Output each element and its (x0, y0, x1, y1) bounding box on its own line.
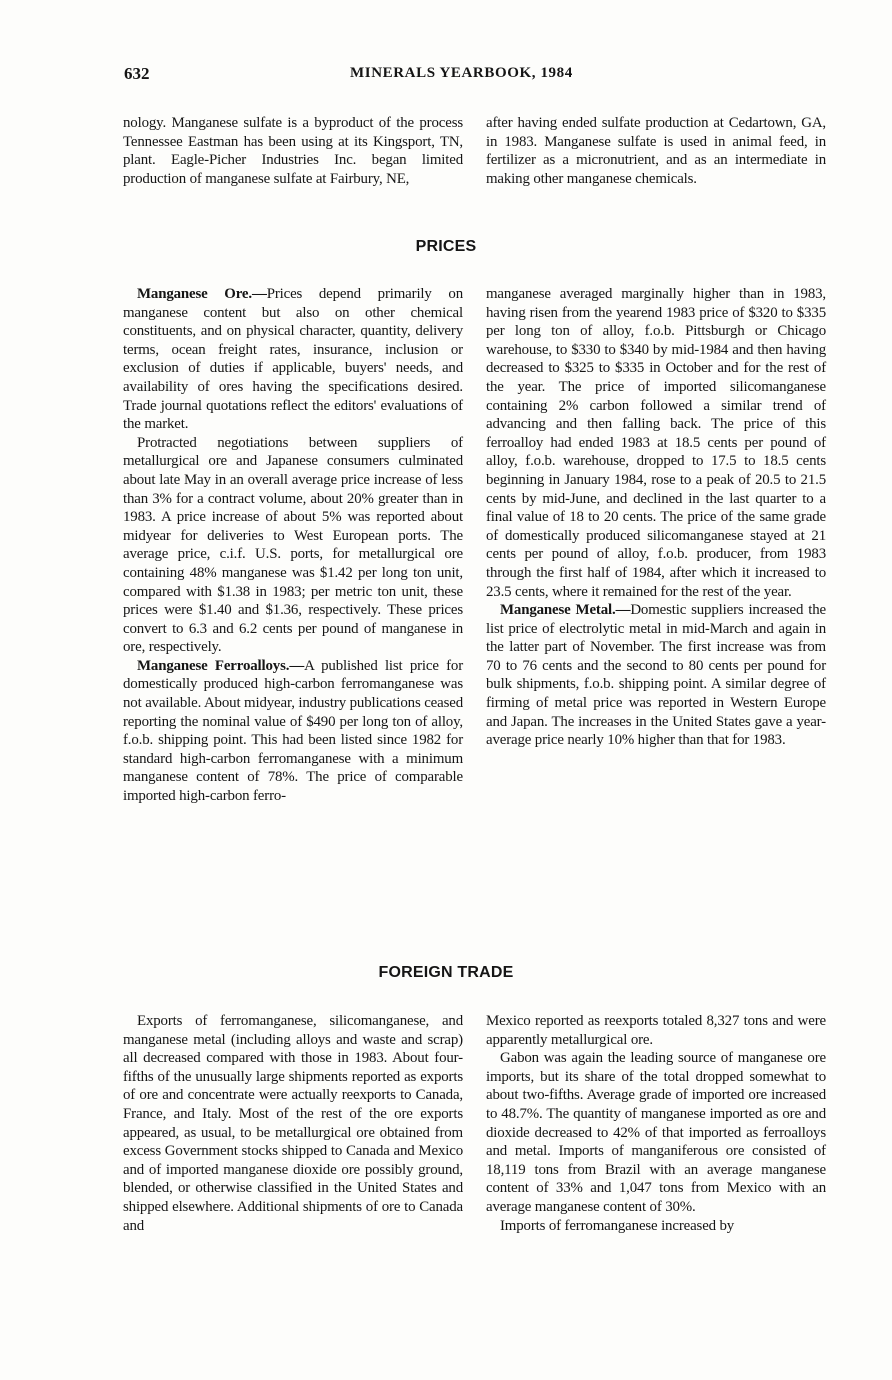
paragraph: Imports of ferromanganese increased by (500, 1217, 735, 1234)
run-in-heading: Manganese Ferroalloys.— (137, 657, 305, 674)
paragraph-text: Domestic suppliers increased the list price of electrolytic metal in mid-March and again in the latter part of November. The first increase was from 70 to 76 cents and the second to 80 cents per pound for bulk shipments, f.o.b. shipping point. A similar degree of firming of metal price was reported in Western Europe and Japan. The increases in the United States gave a year-average price nearly 10% higher than that for 1983. (486, 602, 826, 749)
page-header (0, 64, 892, 88)
paragraph: Gabon was again the leading source of manganese ore imports, but its share of the total dropped somewhat to about two-fifths. Average grade of imported ore increased to 48.7%. The quantity of manganese imported as ore and dioxide decreased to 42% of that imported as ferroalloys and metal. Imports of manganiferous ore consisted of 18,119 tons from Brazil with an average manganese content of 33% and 1,047 tons from Mexico with an average manganese content of 30%. (486, 1050, 826, 1215)
trade-left-column (123, 1012, 463, 1235)
paragraph: Protracted negotiations between suppliers of metallurgical ore and Japanese consumers culminated about late May in an overall average price increase of less than 3% for a contract volume, about 20% greater than in 1983. A price increase of about 5% was reported about midyear for deliveries to West European ports. The average price, c.i.f. U.S. ports, for metallurgical ore containing 48% manganese was $1.42 per long ton unit, compared with $1.38 in 1983; per metric ton unit, these prices were $1.40 and $1.36, respectively. These prices convert to 6.3 and 6.2 cents per pound of manganese in ore, respectively. (123, 434, 463, 656)
paragraph: Mexico reported as reexports totaled 8,327 tons and were apparently metallurgical ore. (486, 1013, 826, 1048)
paragraph-text: A published list price for domestically produced high-carbon ferromanganese was not available. About midyear, industry publications ceased reporting the nominal value of $490 per long ton of alloy, f.o.b. shipping point. This had been listed since 1982 for standard high-carbon ferromanganese with a minimum manganese content of 78%. The price of comparable imported high-carbon ferro- (123, 657, 464, 805)
section-title-foreign-trade: FOREIGN TRADE (378, 964, 514, 981)
paragraph (486, 601, 826, 750)
top-left-column (123, 114, 463, 188)
run-in-heading: Manganese Ore.— (137, 286, 267, 302)
section-title-prices: PRICES (415, 238, 477, 255)
trade-right-column (486, 1012, 826, 1235)
paragraph (123, 285, 463, 434)
prices-left-column (123, 285, 463, 806)
paragraph-text: Prices depend primarily on manganese content but also on other chemical constituents, and on physical character, quantity, delivery terms, ocean freight rates, insurance, inclusion or exclusion of duties if applicable, buyers' needs, and availability of ores having the specifications desired. Trade journal quotations reflect the editors' evaluations of the market. (123, 286, 463, 433)
running-head: MINERALS YEARBOOK, 1984 (350, 65, 573, 81)
paragraph: after having ended sulfate production at Cedartown, GA, in 1983. Manganese sulfate is used in animal feed, in fertilizer as a micronutrient, and as an intermediate in making other manganese chemicals. (486, 115, 826, 187)
paragraph: manganese averaged marginally higher than in 1983, having risen from the yearend 1983 price of $320 to $335 per long ton of alloy, f.o.b. Pittsburgh or Chicago warehouse, to $330 to $340 by mid-1984 and then having decreased to $325 to $335 in October and for the rest of the year. The price of imported silicomanganese containing 2% carbon followed a similar trend of advancing and then falling back. The price of this ferroalloy had ended 1983 at 18.5 cents per pound of alloy, f.o.b. warehouse, dropped to 17.5 to 18.5 cents beginning in January 1984, rose to a peak of 20.5 to 21.5 cents by mid-June, and declined in the last quarter to a final value of 18 to 20 cents. The price of the same grade of domestically produced silicomanganese stayed at 21 cents per pound of alloy, f.o.b. producer, from 1983 through the first half of 1984, after which it increased to 23.5 cents, where it remained for the rest of the year. (486, 286, 826, 600)
top-right-column (486, 114, 826, 188)
paragraph: Exports of ferromanganese, silicomanganese, and manganese metal (including alloys and waste and scrap) all decreased compared with those in 1983. About four-fifths of the unusually large shipments reported as exports of ore and concentrate were actually reexports to Canada, France, and Italy. Most of the rest of the ore exports appeared, as usual, to be metallurgical ore obtained from excess Government stocks shipped to Canada and Mexico and of imported manganese dioxide ore possibly ground, blended, or otherwise classified in the United States and shipped elsewhere. Additional shipments of ore to Canada and (123, 1013, 463, 1234)
paragraph (123, 657, 463, 806)
run-in-heading: Manganese Metal.— (500, 602, 631, 619)
page-number: 632 (124, 64, 150, 83)
paragraph: nology. Manganese sulfate is a byproduct of the process Tennessee Eastman has been using at its Kingsport, TN, plant. Eagle-Picher Industries Inc. began limited production of manganese sulfate at Fairbury, NE, (123, 115, 463, 187)
prices-right-column (486, 285, 826, 750)
